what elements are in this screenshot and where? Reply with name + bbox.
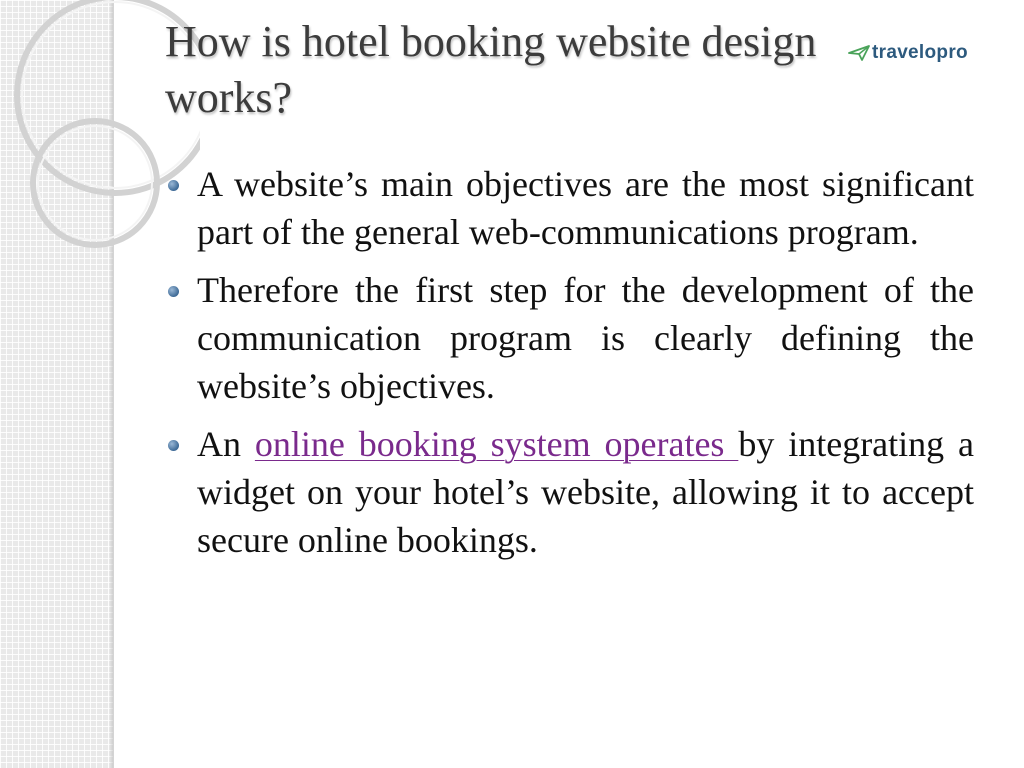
online-booking-system-link[interactable]: online booking system operates (254, 424, 739, 464)
bullet-dot-icon (168, 286, 179, 297)
bullet-item-first-step (162, 266, 974, 410)
slide-title: How is hotel booking website design works? (165, 17, 817, 122)
travelopro-logo (848, 40, 968, 66)
decorative-side-strip (0, 0, 114, 768)
bullet-text-suffix: by integrating a widget on your hotel’s website, allowing it to accept secure online bookings. (197, 424, 975, 560)
bullet-list (162, 160, 974, 564)
paper-plane-icon (848, 45, 870, 61)
bullet-text-prefix: An (197, 424, 255, 464)
bullet-item-objectives (162, 160, 974, 256)
bullet-dot-icon (168, 180, 179, 191)
bullet-text: Therefore the first step for the development of the communication program is clearly defining the website’s objectives. (197, 270, 974, 406)
bullet-item-booking-system (162, 420, 974, 564)
logo-text: travelopro (872, 42, 968, 63)
slide-content (162, 160, 974, 574)
bullet-dot-icon (168, 440, 179, 451)
bullet-text: A website’s main objectives are the most significant part of the general web-communications program. (197, 164, 974, 252)
